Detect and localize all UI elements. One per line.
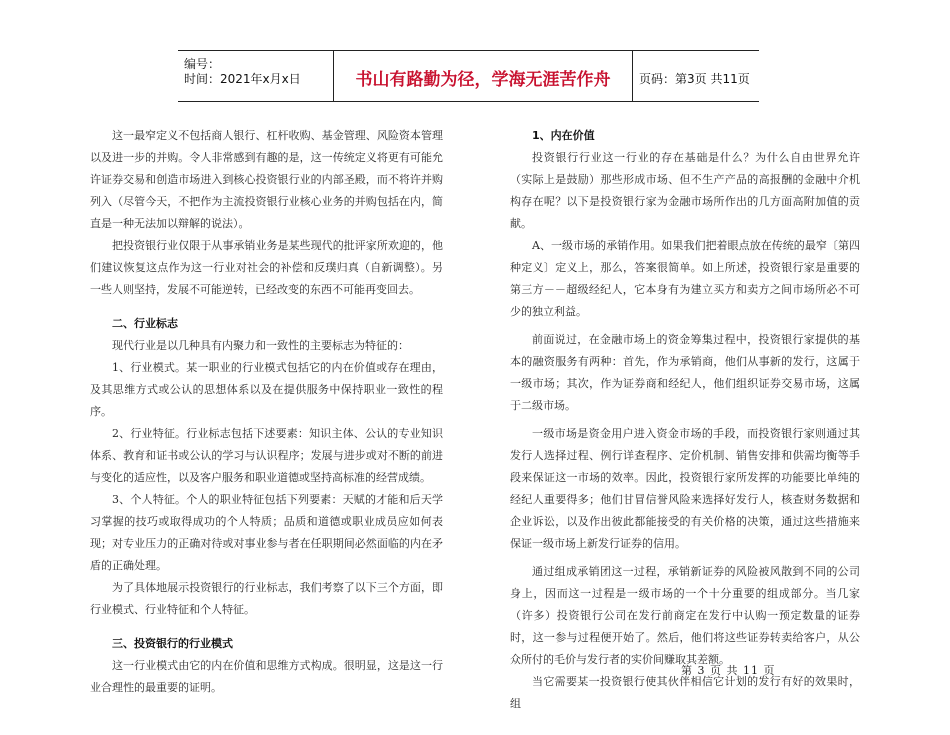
paragraph: 为了具体地展示投资银行的行业标志，我们考察了以下三个方面，即行业模式、行业特征和个人特征。 — [90, 581, 443, 616]
right-column — [510, 125, 860, 715]
section-heading: 三、投资银行的行业模式 — [112, 637, 233, 650]
document-header — [178, 50, 759, 102]
left-column — [90, 125, 443, 699]
header-page-code: 页码：第3页 共11页 — [639, 72, 750, 86]
paragraph: 把投资银行业仅限于从事承销业务是某些现代的批评家所欢迎的，他们建议恢复这点作为这一行业对社会的补偿和反璞归真（自新调整）。另一些人则坚持，发展不可能逆转，已经改变的东西不可能再变回去。 — [90, 239, 443, 296]
header-page-cell — [633, 51, 759, 101]
paragraph: 1、行业模式。某一职业的行业模式包括它的内在价值或存在理由，及其思维方式或公认的思想体系以及在提供服务中保持职业一致性的程序。 — [90, 361, 443, 418]
header-motto-cell — [333, 51, 633, 101]
paragraph: 一级市场是资金用户进入资金市场的手段，而投资银行家则通过其发行人选择过程、例行详查程序、定价机制、销售安排和供需均衡等手段来保证这一市场的效率。因此，投资银行家所发挥的功能要比单纯的经纪人重要得多；他们甘冒信誉风险来选择好发行人，核查财务数据和企业诉讼，以及作出彼此都能接受的有关价格的决策，通过这些措施来保证一级市场上新发行证券的信用。 — [510, 427, 860, 550]
header-motto: 书山有路勤为径，学海无涯苦作舟 — [355, 70, 611, 90]
paragraph: 2、行业特征。行业标志包括下述要素：知识主体、公认的专业知识体系、教育和证书或公认的学习与认识程序；发展与进步或对不断的前进与变化的适应性，以及客户服务和职业道德或坚持高标准的经营成绩。 — [90, 427, 443, 484]
paragraph: 现代行业是以几种具有内聚力和一致性的主要标志为特征的： — [112, 339, 409, 352]
paragraph: 这一行业模式由它的内在价值和思维方式构成。很明显，这是这一行业合理性的最重要的证明。 — [90, 659, 443, 694]
section-heading: 二、行业标志 — [112, 317, 178, 330]
document-time-label: 时间：2021年x月x日 — [184, 72, 301, 86]
paragraph: 通过组成承销团这一过程，承销新证券的风险被风散到不同的公司身上，因而这一过程是一级市场的一个十分重要的组成部分。当几家（许多）投资银行公司在发行前商定在发行中认购一预定数量的证券时，这一参与过程便开始了。然后，他们将这些证券转卖给客户，从公众所付的毛价与发行者的实价间赚取其差额。 — [510, 565, 860, 666]
paragraph: A、一级市场的承销作用。如果我们把着眼点放在传统的最窄〔第四种定义〕定义上，那么，答案很简单。如上所述，投资银行家是重要的第三方－－超级经纪人，它本身有为建立买方和卖方之间市场所必不可少的独立利益。 — [510, 239, 860, 318]
page-footer: 第 3 页 共 11 页 — [681, 664, 776, 677]
paragraph: 投资银行行业这一行业的存在基础是什么？为什么自由世界允许（实际上是鼓励）那些形成市场、但不生产产品的高报酬的金融中介机构存在呢？以下是投资银行家为金融市场所作出的几方面高附加值的贡献。 — [510, 151, 860, 230]
paragraph: 前面说过，在金融市场上的资金筹集过程中，投资银行家提供的基本的融资服务有两种：首先，作为承销商，他们从事新的发行，这属于一级市场；其次，作为证券商和经纪人，他们组织证券交易市场，这属于二级市场。 — [510, 333, 860, 412]
paragraph: 这一最窄定义不包括商人银行、杠杆收购、基金管理、风险资本管理以及进一步的并购。令人非常感到有趣的是，这一传统定义将更有可能允许证券交易和创造市场进入到核心投资银行业的内部圣殿，而不将许并购列入（尽管今天，不把作为主流投资银行业核心业务的并购包括在内，简直是一种无法加以辩解的说法）。 — [90, 129, 443, 230]
paragraph: 3、个人特征。个人的职业特征包括下列要素：天赋的才能和后天学习掌握的技巧或取得成功的个人特质；品质和道德或职业成员应如何表现；对专业压力的正确对待或对事业参与者在任职期间必然面临的内在矛盾的正确处理。 — [90, 493, 443, 572]
document-number-label: 编号： — [184, 57, 221, 71]
paragraph: 当它需要某一投资银行使其伙伴相信它计划的发行有好的效果时，组 — [510, 675, 860, 710]
section-heading: 1、内在价值 — [532, 129, 595, 142]
header-info-cell — [178, 51, 333, 101]
